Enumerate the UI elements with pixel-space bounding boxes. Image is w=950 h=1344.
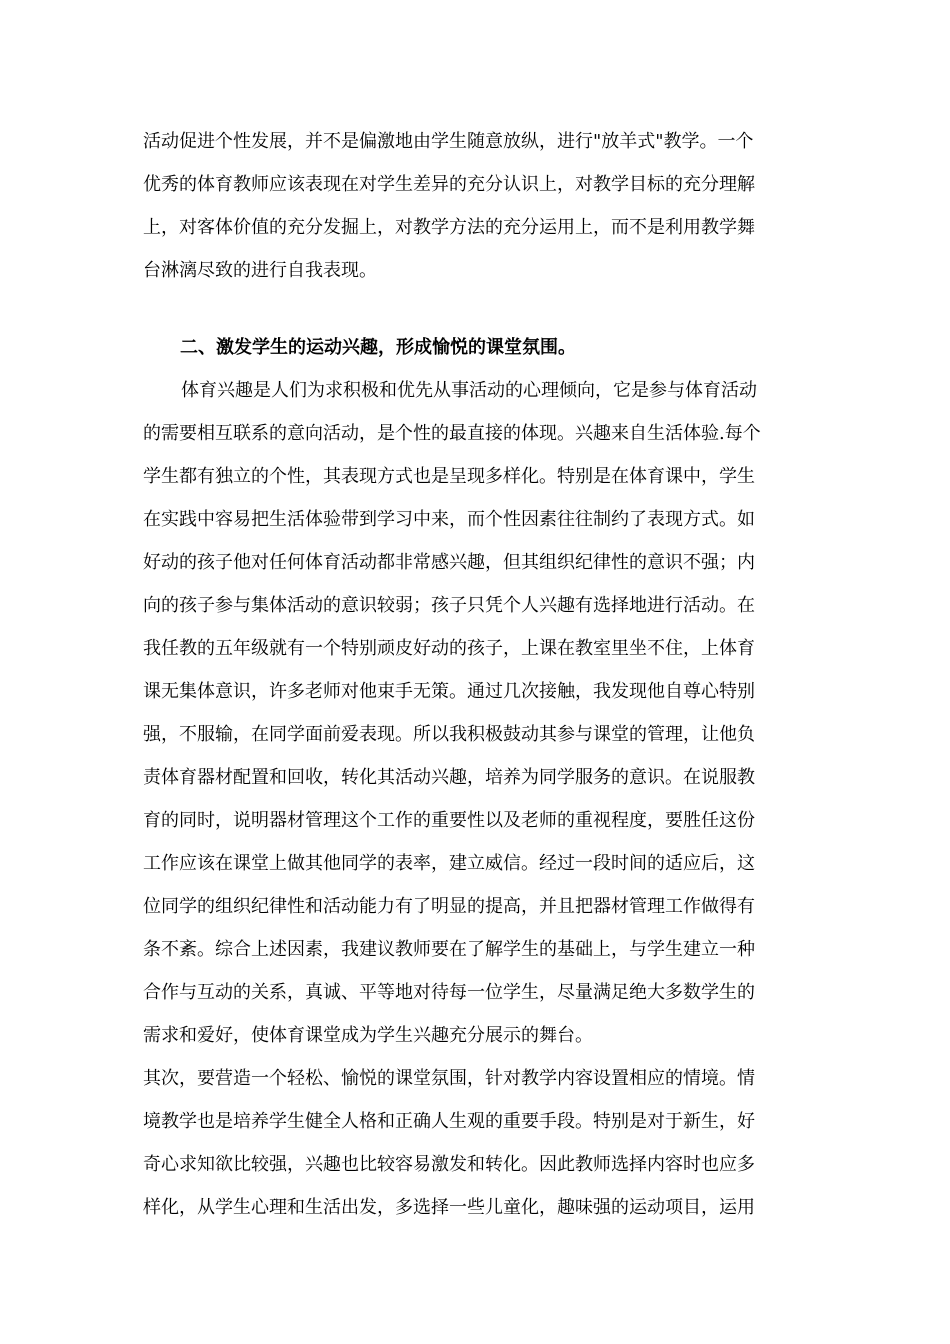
paragraph-line: 学生都有独立的个性，其表现方式也是呈现多样化。特别是在体育课中，学生: [143, 466, 755, 487]
paragraph-line: 奇心求知欲比较强，兴趣也比较容易激发和转化。因此教师选择内容时也应多: [143, 1154, 755, 1175]
paragraph-line: 样化，从学生心理和生活出发，多选择一些儿童化，趣味强的运动项目，运用: [143, 1197, 755, 1218]
paragraph-line: 境教学也是培养学生健全人格和正确人生观的重要手段。特别是对于新生，好: [143, 1111, 755, 1132]
paragraph-line: 育的同时，说明器材管理这个工作的重要性以及老师的重视程度，要胜任这份: [143, 810, 755, 831]
paragraph-line: 其次，要营造一个轻松、愉悦的课堂氛围，针对教学内容设置相应的情境。情: [143, 1068, 755, 1089]
paragraph-line: 向的孩子参与集体活动的意识较弱；孩子只凭个人兴趣有选择地进行活动。在: [143, 595, 755, 616]
intro-paragraph: [143, 120, 811, 292]
paragraph-line: 体育兴趣是人们为求积极和优先从事活动的心理倾向，它是参与体育活动: [181, 380, 757, 401]
paragraph-line: 位同学的组织纪律性和活动能力有了明显的提高，并且把器材管理工作做得有: [143, 896, 755, 917]
paragraph-line: 我任教的五年级就有一个特别顽皮好动的孩子，上课在教室里坐不住，上体育: [143, 638, 755, 659]
body-paragraph: [143, 369, 811, 1229]
paragraph-line: 好动的孩子他对任何体育活动都非常感兴趣，但其组织纪律性的意识不强；内: [143, 552, 755, 573]
paragraph-line: 的需要相互联系的意向活动，是个性的最直接的体现。兴趣来自生活体验.每个: [143, 423, 761, 444]
paragraph-line: 合作与互动的关系，真诚、平等地对待每一位学生，尽量满足绝大多数学生的: [143, 982, 755, 1003]
paragraph-line: 在实践中容易把生活体验带到学习中来，而个性因素往往制约了表现方式。如: [143, 509, 755, 530]
paragraph-line: 台淋漓尽致的进行自我表现。: [143, 260, 377, 281]
paragraph-line: 课无集体意识，许多老师对他束手无策。通过几次接触，我发现他自尊心特别: [143, 681, 755, 702]
paragraph-line: 活动促进个性发展，并不是偏激地由学生随意放纵，进行"放羊式"教学。一个: [143, 131, 754, 152]
paragraph-line: 工作应该在课堂上做其他同学的表率，建立威信。经过一段时间的适应后，这: [143, 853, 755, 874]
paragraph-line: 需求和爱好，使体育课堂成为学生兴趣充分展示的舞台。: [143, 1025, 593, 1046]
paragraph-line: 优秀的体育教师应该表现在对学生差异的充分认识上，对教学目标的充分理解: [143, 174, 755, 195]
paragraph-line: 责体育器材配置和回收，转化其活动兴趣，培养为同学服务的意识。在说服教: [143, 767, 755, 788]
paragraph-line: 上，对客体价值的充分发掘上，对教学方法的充分运用上，而不是利用教学舞: [143, 217, 755, 238]
section-heading: 二、激发学生的运动兴趣，形成愉悦的课堂氛围。: [180, 337, 576, 358]
paragraph-line: 条不紊。综合上述因素，我建议教师要在了解学生的基础上，与学生建立一种: [143, 939, 755, 960]
paragraph-line: 强，不服输，在同学面前爱表现。所以我积极鼓动其参与课堂的管理，让他负: [143, 724, 755, 745]
